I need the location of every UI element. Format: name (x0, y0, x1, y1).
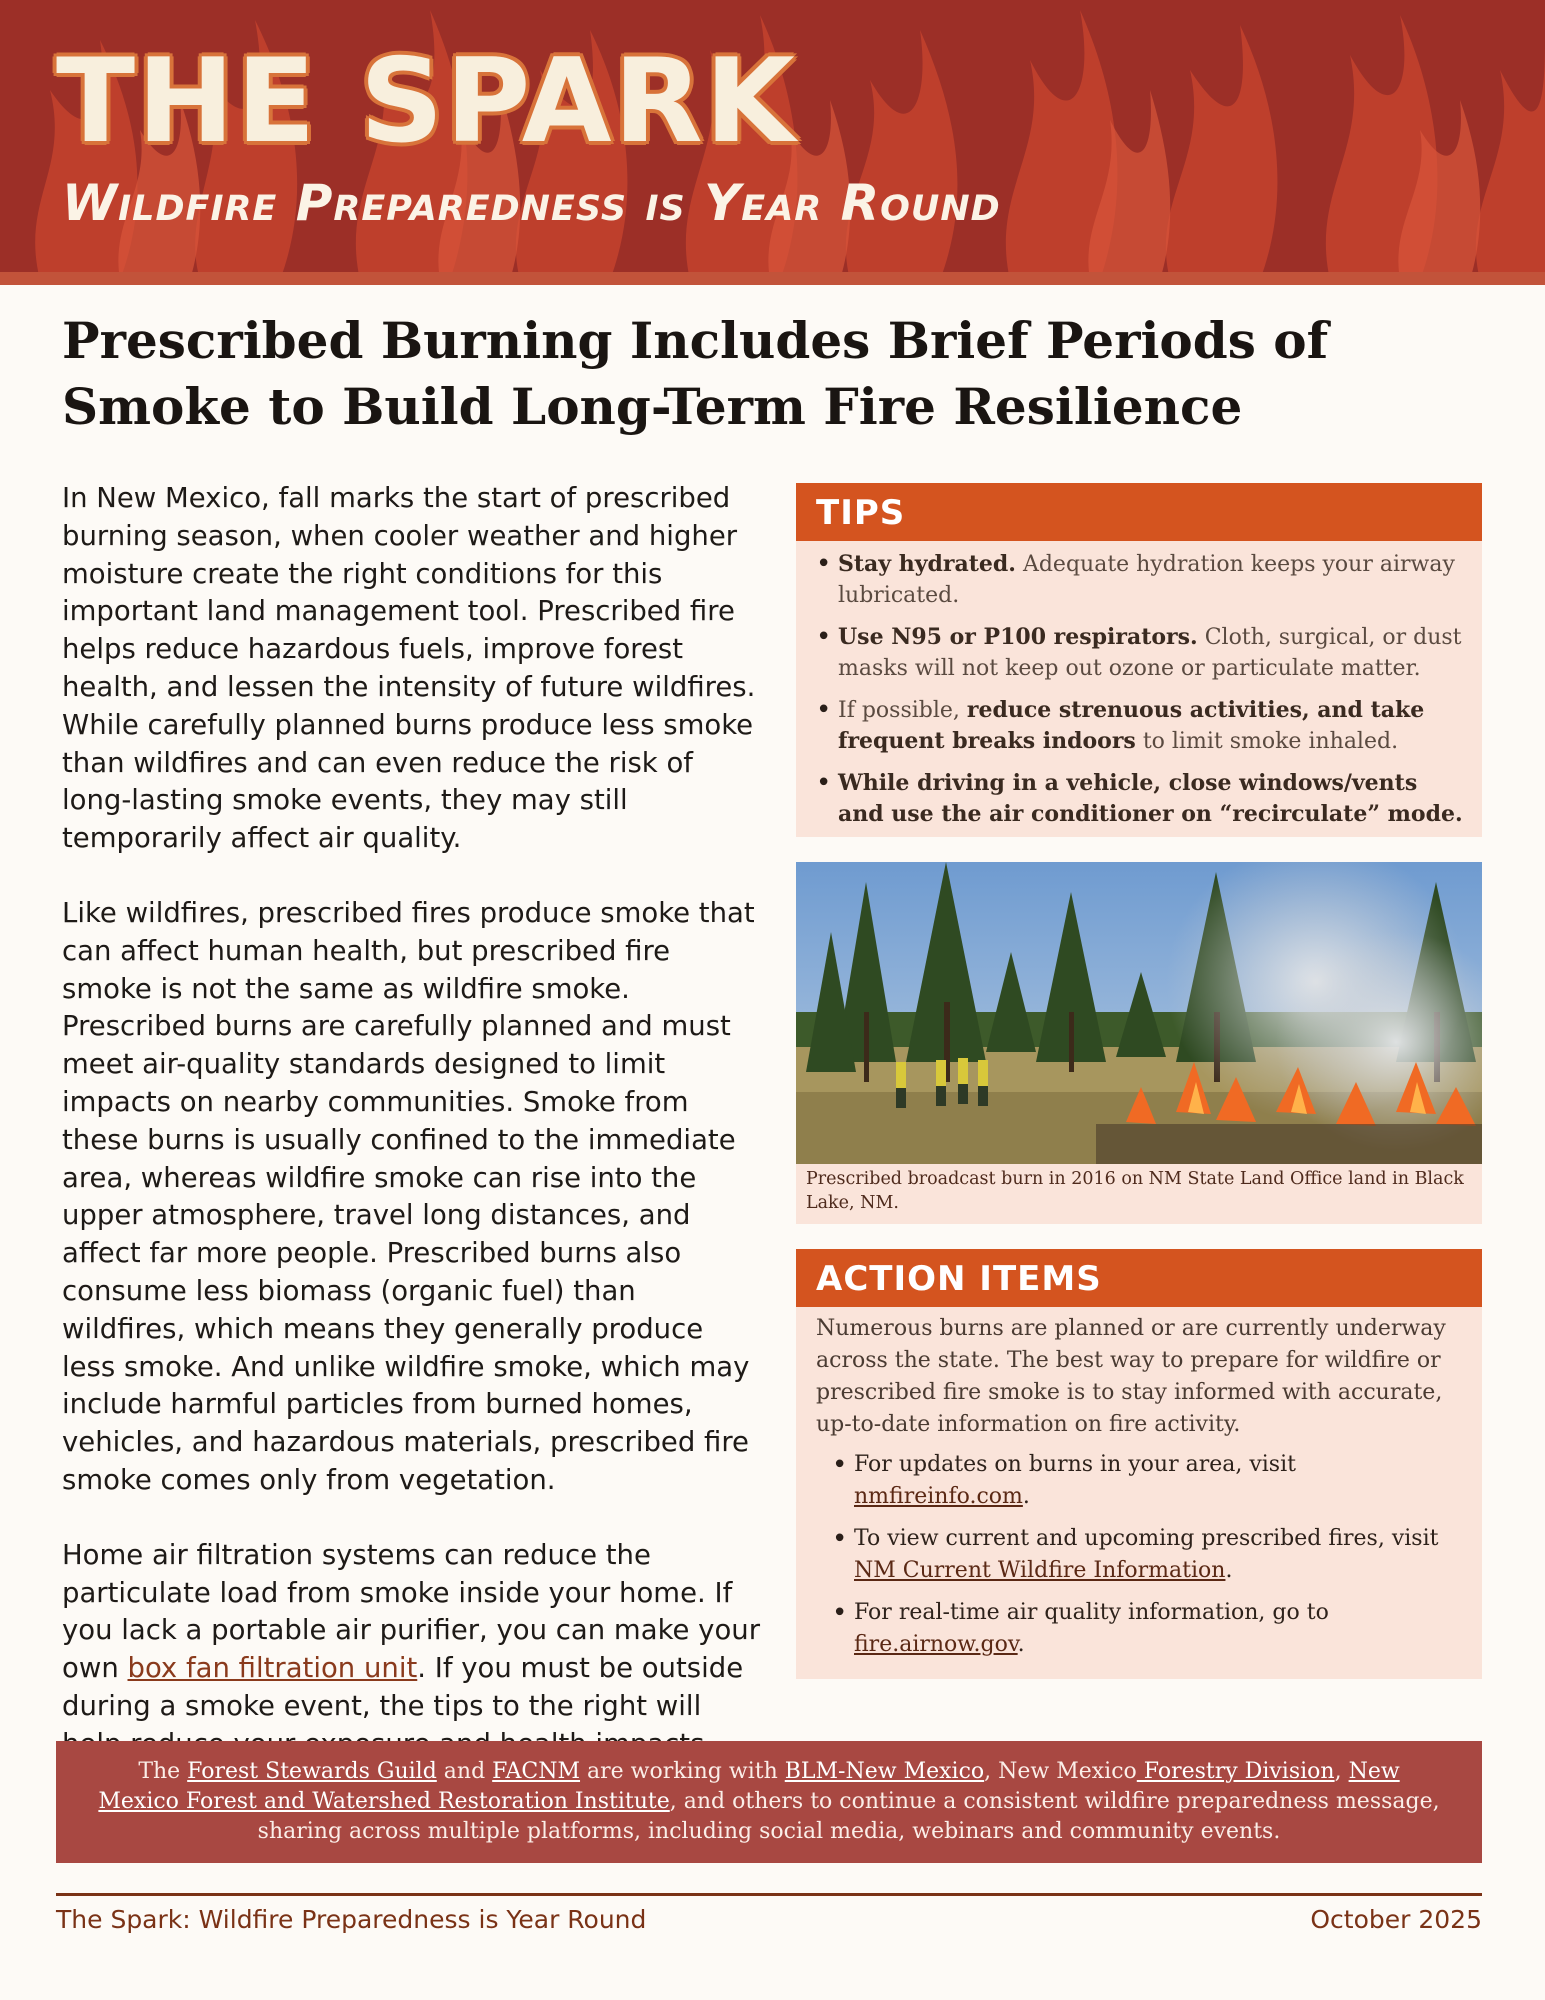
partners-box (56, 1741, 1482, 1863)
action-item-text: For real-time air quality information, go to (854, 1600, 1329, 1625)
footer-divider (56, 1893, 1482, 1896)
blm-new-mexico-link[interactable]: BLM-New Mexico (784, 1759, 985, 1784)
tip-item (816, 695, 1464, 757)
facnm-link[interactable]: FACNM (492, 1759, 581, 1784)
partners-text: , and others to continue a consistent wildfire preparedness message, sharing across multiple platforms, including social media, webinars and community events. (257, 1789, 1440, 1844)
article-body (62, 480, 762, 1801)
body-paragraph-1: In New Mexico, fall marks the start of prescribed burning season, when cooler weather and higher moisture create the right conditions for this important land management tool. Prescribed fire helps reduce hazardous fuels, improve forest health, and lessen the intensity of future wildfires. While carefully planned burns produce less smoke than wildfires and can even reduce the risk of long-lasting smoke events, they may still temporarily affect air quality. (62, 482, 756, 855)
action-item-text: For updates on burns in your area, visit (854, 1452, 1296, 1477)
nm-forest-watershed-institute-link[interactable]: New Mexico Forest and Watershed Restoration Institute (98, 1759, 1400, 1814)
tips-heading: TIPS (796, 483, 1482, 541)
partners-text: , New Mexico (984, 1759, 1137, 1784)
forestry-division-link[interactable]: Forestry Division (1136, 1759, 1335, 1784)
action-items-list (796, 1449, 1482, 1661)
tip-bold: reduce strenuous activities, and take frequent breaks indoors (838, 697, 1425, 754)
action-item-after: . (1017, 1632, 1025, 1657)
airnow-link[interactable]: fire.airnow.gov (854, 1632, 1018, 1657)
tip-text: Cloth, surgical, or dust masks will not keep out ozone or particulate matter. (838, 625, 1462, 681)
tip-item (816, 622, 1464, 684)
photo-caption: Prescribed broadcast burn in 2016 on NM State Land Office land in Black Lake, NM. (806, 1169, 1464, 1213)
action-item-after: . (1022, 1484, 1030, 1509)
action-item-after: . (1225, 1558, 1233, 1583)
tip-text: Adequate hydration keeps your airway lubricated. (838, 552, 1455, 608)
tips-list (796, 541, 1482, 830)
action-items-intro: Numerous burns are planned or are currently underway across the state. The best way to prepare for wildfire or prescribed fire smoke is to stay informed with accurate, up-to-date information on fire activity. (816, 1316, 1446, 1437)
partners-text: are working with (580, 1759, 785, 1784)
body-paragraph-3 (62, 1537, 762, 1764)
tip-bold: Use N95 or P100 respirators. (838, 624, 1198, 650)
action-item (832, 1597, 1462, 1661)
header-banner (0, 0, 1545, 285)
forest-stewards-guild-link[interactable]: Forest Stewards Guild (187, 1759, 437, 1784)
tip-bold: Stay hydrated. (838, 551, 1016, 577)
prescribed-burn-photo (796, 862, 1482, 1164)
box-fan-filtration-link[interactable]: box fan filtration unit (127, 1652, 418, 1685)
tip-text: to limit smoke inhaled. (1135, 729, 1399, 754)
partners-text: , (1334, 1759, 1349, 1784)
action-item (832, 1523, 1462, 1587)
footer-date: October 2025 (1310, 1905, 1482, 1934)
body-p3-text-before: Home air filtration systems can reduce the particulate load from smoke inside your home. If you lack a portable air purifier, you can make your own (62, 1538, 761, 1685)
footer-publication-title: The Spark: Wildfire Preparedness is Year Round (56, 1905, 647, 1934)
action-items-heading: ACTION ITEMS (796, 1249, 1482, 1307)
tip-bold: While driving in a vehicle, close windows/vents and use the air conditioner on “recirculate” mode. (838, 770, 1463, 827)
article-headline: Prescribed Burning Includes Brief Periods of Smoke to Build Long-Term Fire Resilience (62, 311, 1329, 436)
body-paragraph-2: Like wildfires, prescribed fires produce smoke that can affect human health, but prescribed fire smoke is not the same as wildfire smoke. Prescribed burns are carefully planned and must meet air-quality standards designed to limit impacts on nearby communities. Smoke from these burns is usually confined to the immediate area, whereas wildfire smoke can rise into the upper atmosphere, travel long distances, and affect far more people. Prescribed burns also consume less biomass (organic fuel) than wildfires, which means they generally produce less smoke. And unlike wildfire smoke, which may include harmful particles from burned homes, vehicles, and hazardous materials, prescribed fire smoke comes only from vegetation. (62, 896, 755, 1496)
partners-text: The (138, 1759, 188, 1784)
brand-subtitle: Wildfire Preparedness is Year Round (62, 174, 1001, 232)
tip-item (816, 549, 1464, 611)
tip-item (816, 768, 1464, 830)
action-item-text: To view current and upcoming prescribed fires, visit (854, 1526, 1439, 1551)
partners-text: and (436, 1759, 493, 1784)
action-item (832, 1449, 1462, 1513)
nm-current-wildfire-link[interactable]: NM Current Wildfire Information (854, 1558, 1226, 1583)
nmfireinfo-link[interactable]: nmfireinfo.com (854, 1484, 1023, 1509)
banner-stripe (0, 272, 1545, 285)
body-p3-text-after: . If you must be outside during a smoke event, the tips to the right will (62, 1652, 744, 1722)
tip-pre: If possible, (838, 698, 967, 723)
photo-box (796, 862, 1482, 1224)
tips-box (796, 483, 1482, 837)
brand-title: THE SPARK (56, 34, 797, 169)
action-items-box (796, 1249, 1482, 1679)
